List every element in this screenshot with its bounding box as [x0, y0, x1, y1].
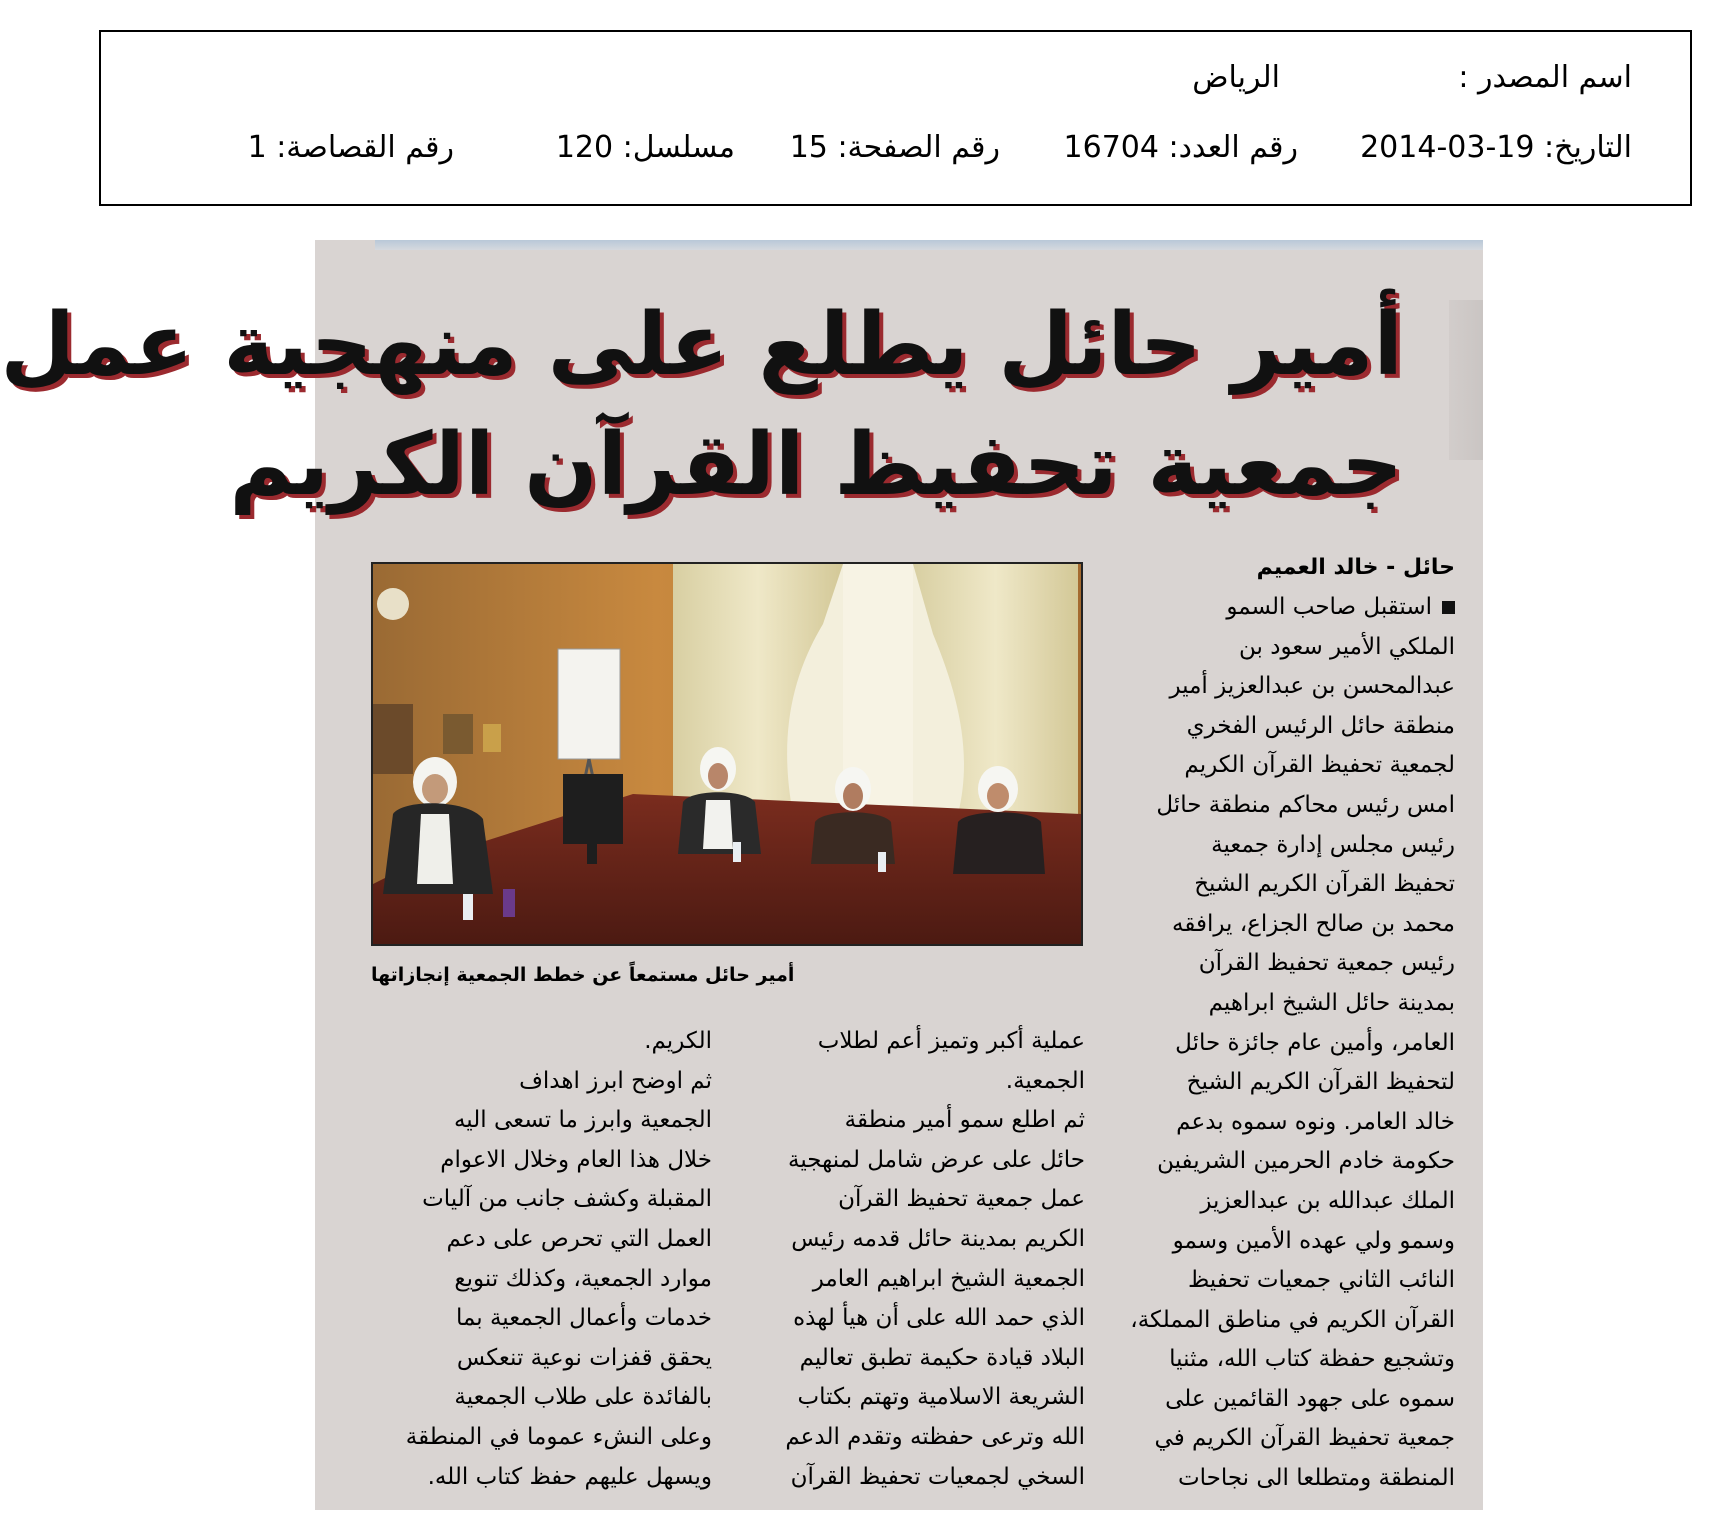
column-line: الملكي الأمير سعود بن [1239, 633, 1455, 660]
column-line: حكومة خادم الحرمين الشريفين [1157, 1148, 1455, 1175]
headline-line-1: أمير حائل يطلع على منهجية عمل [0, 295, 1403, 395]
column-line: الجمعية. [1005, 1067, 1085, 1094]
column-line: العامر، وأمين عام جائزة حائل [1175, 1029, 1455, 1056]
column-line: وعلى النشء عموما في المنطقة [405, 1423, 712, 1450]
column-line: الجمعية وابرز ما تسعى اليه [453, 1107, 712, 1134]
photo-caption: أمير حائل مستمعاً عن خطط الجمعية إنجازاتها [371, 964, 795, 986]
headline-line-2: جمعية تحفيظ القرآن الكريم [229, 415, 1403, 515]
column-line: الذي حمد الله على أن هيأ لهذه [793, 1305, 1085, 1332]
adjacent-article-fragment [1449, 300, 1483, 460]
column-line: استقبل صاحب السمو [1125, 588, 1455, 628]
column-line: وسمو ولي عهده الأمين وسمو [1172, 1227, 1455, 1254]
article-column-1 [1125, 588, 1455, 1499]
column-line: الكريم. [644, 1028, 712, 1054]
column-line: القرآن الكريم في مناطق المملكة، [1130, 1306, 1455, 1333]
column-line: النائب الثاني جمعيات تحفيظ [1187, 1267, 1455, 1294]
issue-number-field: رقم العدد: 16704 [1063, 130, 1298, 165]
column-line: المقبلة وكشف جانب من آليات [422, 1186, 712, 1213]
column-line: خالد العامر. ونوه سموه بدعم [1176, 1108, 1455, 1135]
article-photo [371, 562, 1083, 946]
column-line: الله وترعى حفظته وتقدم الدعم [785, 1423, 1085, 1450]
clip-number-field: رقم القصاصة: 1 [247, 130, 454, 165]
column-line: السخي لجمعيات تحفيظ القرآن [790, 1463, 1085, 1490]
column-line: عملية أكبر وتميز أعم لطلاب [817, 1028, 1085, 1054]
column-line: رئيس جمعية تحفيظ القرآن [1198, 950, 1455, 977]
column-line: الملك عبدالله بن عبدالعزيز [1200, 1187, 1455, 1214]
column-line: الشريعة الاسلامية وتهتم بكتاب [797, 1384, 1085, 1411]
serial-field: مسلسل: 120 [555, 130, 735, 165]
column-line: الجمعية الشيخ ابراهيم العامر [812, 1265, 1085, 1292]
column-line: الكريم بمدينة حائل قدمه رئيس [791, 1225, 1085, 1252]
column-line: سموه على جهود القائمين على [1165, 1385, 1455, 1412]
column-line: عبدالمحسن بن عبدالعزيز أمير [1169, 673, 1455, 700]
column-line: لجمعية تحفيظ القرآن الكريم [1184, 752, 1455, 779]
column-line: خدمات وأعمال الجمعية بما [455, 1305, 712, 1332]
column-line: رئيس مجلس إدارة جمعية [1211, 831, 1455, 858]
column-line: امس رئيس محاكم منطقة حائل [1156, 791, 1455, 818]
article-column-2 [750, 1022, 1085, 1497]
column-line: بمدينة حائل الشيخ ابراهيم [1208, 989, 1455, 1016]
article-column-3 [377, 1022, 712, 1497]
clipping-top-rule [375, 240, 1483, 250]
source-label: اسم المصدر : [1458, 60, 1632, 95]
bullet-square-icon [1442, 601, 1455, 614]
byline: حائل - خالد العميم [1256, 555, 1455, 580]
source-value: الرياض [1192, 60, 1280, 95]
date-field: التاريخ: 19-03-2014 [1360, 130, 1632, 165]
newspaper-clipping [0, 240, 1483, 1510]
column-line: يحقق قفزات نوعية تنعكس [456, 1344, 712, 1371]
column-line: خلال هذا العام وخلال الاعوام [440, 1146, 712, 1173]
column-line: وتشجيع حفظة كتاب الله، مثنيا [1169, 1346, 1455, 1373]
column-line: تحفيظ القرآن الكريم الشيخ [1194, 871, 1455, 898]
column-line: البلاد قيادة حكيمة تطبق تعاليم [799, 1344, 1085, 1371]
column-line: محمد بن صالح الجزاع، يرافقه [1172, 910, 1455, 937]
column-line: لتحفيظ القرآن الكريم الشيخ [1186, 1069, 1455, 1096]
column-line: منطقة حائل الرئيس الفخري [1186, 712, 1455, 739]
meeting-photo-illustration [373, 564, 1081, 944]
column-line: المنطقة ومتطلعا الى نجاحات [1177, 1465, 1455, 1492]
column-line: ثم اوضح ابرز اهداف [519, 1067, 712, 1094]
source-info-box [99, 30, 1692, 206]
column-line: بالفائدة على طلاب الجمعية [454, 1384, 712, 1411]
column-line: جمعية تحفيظ القرآن الكريم في [1154, 1425, 1455, 1452]
column-line: العمل التي تحرص على دعم [446, 1225, 712, 1252]
column-line: موارد الجمعية، وكذلك تنويع [454, 1265, 712, 1292]
column-line: ثم اطلع سمو أمير منطقة [844, 1107, 1085, 1134]
page-number-field: رقم الصفحة: 15 [789, 130, 1000, 165]
column-line: عمل جمعية تحفيظ القرآن [838, 1186, 1085, 1213]
column-line: حائل على عرض شامل لمنهجية [787, 1146, 1085, 1173]
column-line: ويسهل عليهم حفظ كتاب الله. [427, 1463, 712, 1490]
